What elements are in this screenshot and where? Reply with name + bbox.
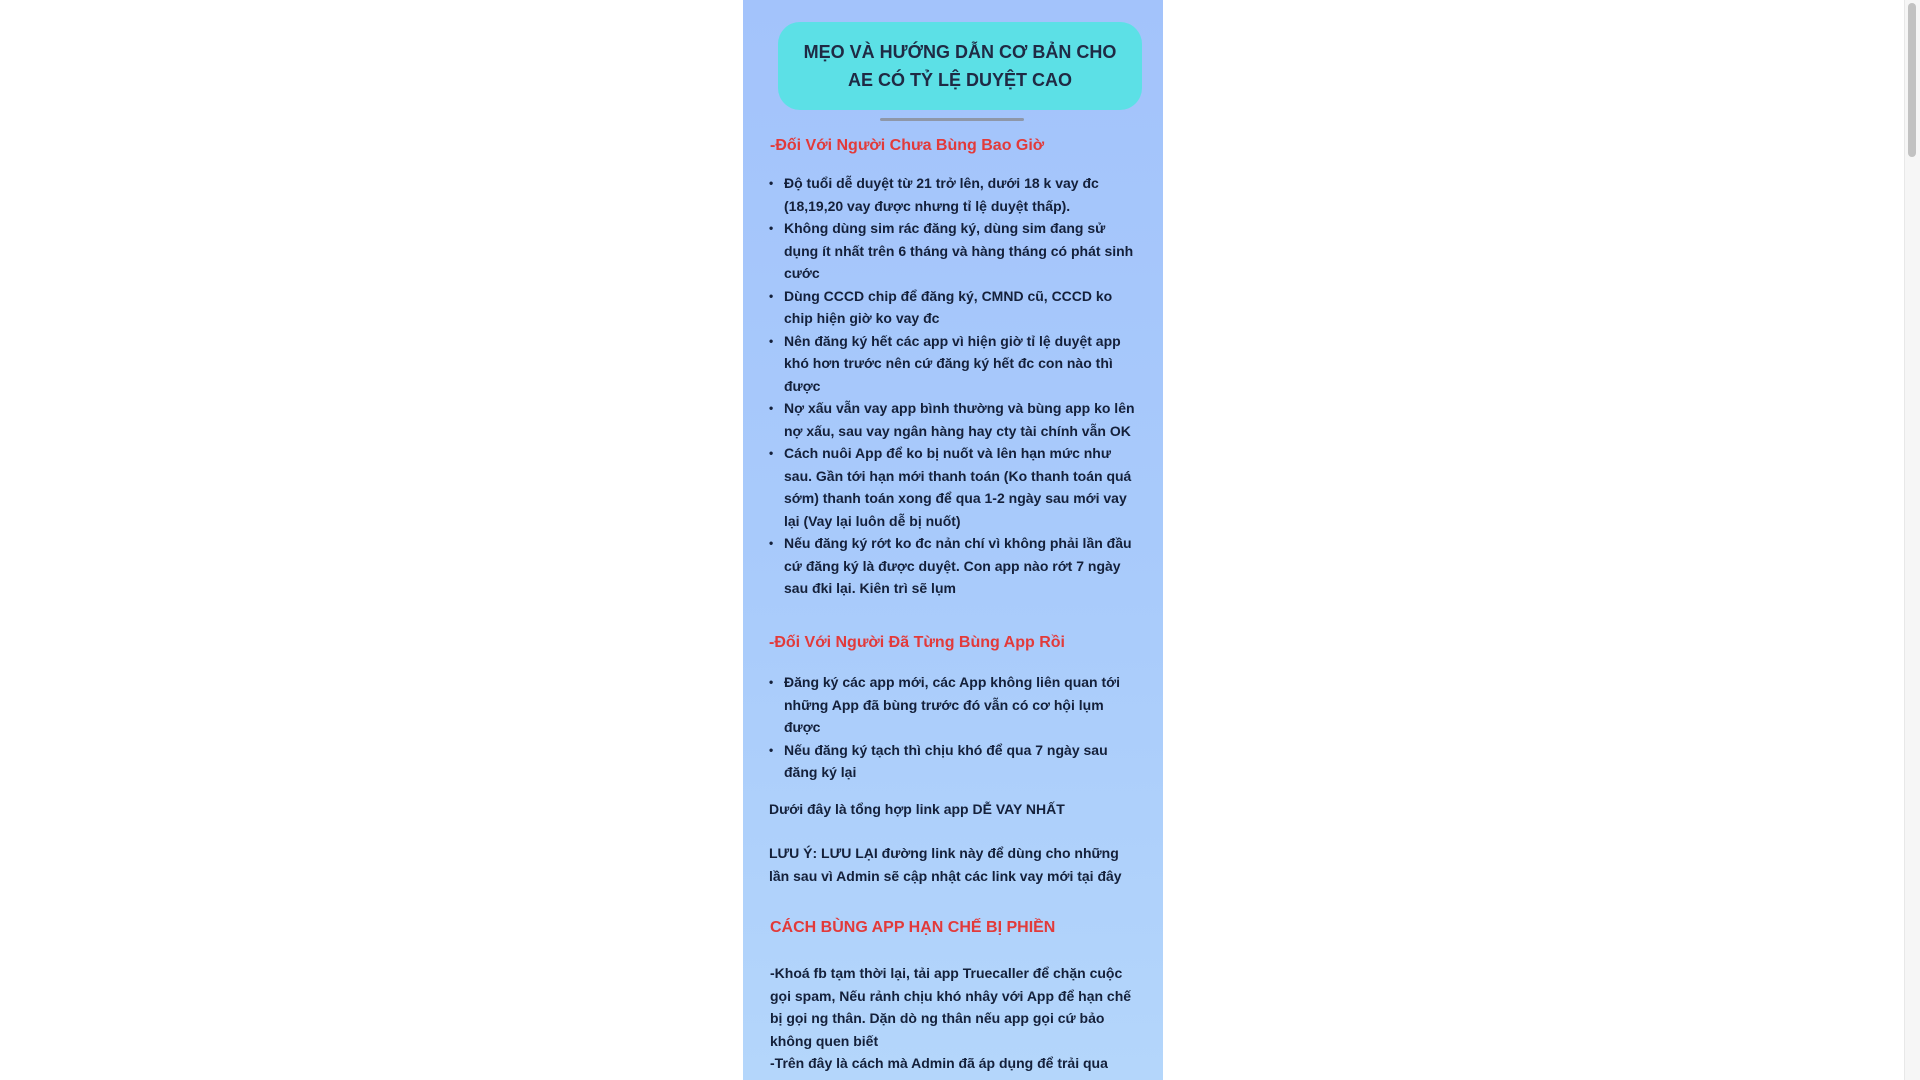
list-item: • Cách nuôi App để ko bị nuốt và lên hạn mức như sau. Gần tới hạn mới thanh toán (Ko thanh toán quá sớm) thanh toán xong để qua 1-2 ngày sau mới vay lại (Vay lại luôn dễ bị nuốt): [769, 442, 1141, 532]
scrollbar-thumb[interactable]: [1908, 3, 1916, 157]
tips-list-never-defaulted: [769, 172, 1141, 600]
tips-list-already-defaulted: [769, 671, 1141, 784]
title-banner: [778, 22, 1142, 110]
title-divider: [880, 118, 1024, 121]
bullet-icon: •: [769, 446, 774, 460]
list-item: • Nếu đăng ký tạch thì chịu khó để qua 7 ngày sau đăng ký lại: [769, 739, 1141, 784]
page-scrollbar[interactable]: [1904, 0, 1920, 1080]
bullet-icon: •: [769, 176, 774, 190]
list-item: • Độ tuổi dễ duyệt từ 21 trở lên, dưới 18 k vay đc (18,19,20 vay được nhưng tỉ lệ duyệt thấp).: [769, 172, 1141, 217]
bullet-icon: •: [769, 742, 774, 757]
list-item: • Dùng CCCD chip để đăng ký, CMND cũ, CCCD ko chip hiện giờ ko vay đc: [769, 285, 1141, 330]
bullet-icon: •: [769, 536, 774, 550]
section-heading-how-to: CÁCH BÙNG APP HẠN CHẾ BỊ PHIỀN: [770, 919, 1056, 936]
list-item: • Nếu đăng ký rớt ko đc nản chí vì không phải lần đầu cứ đăng ký là được duyệt. Con app nào rớt 7 ngày sau đki lại. Kiên trì sẽ lụm: [769, 532, 1141, 600]
how-to-paragraph-2: -Trên đây là cách mà Admin đã áp dụng để trải qua: [770, 1055, 1108, 1071]
content-column: [743, 0, 1163, 1080]
page-title: MẸO VÀ HƯỚNG DẪN CƠ BẢN CHO AE CÓ TỶ LỆ DUYỆT CAO: [803, 42, 1117, 90]
bullet-icon: •: [769, 288, 774, 303]
section-heading-never-defaulted: -Đối Với Người Chưa Bùng Bao Giờ: [770, 137, 1045, 154]
warning-note: LƯU Ý: LƯU LẠI đường link này để dùng cho những lần sau vì Admin sẽ cập nhật các link vay mới tại đây: [769, 845, 1122, 884]
list-item: • Đăng ký các app mới, các App không liên quan tới những App đã bùng trước đó vẫn có cơ hội lụm được: [769, 671, 1141, 739]
summary-note: Dưới đây là tổng hợp link app DỄ VAY NHẤT: [769, 801, 1065, 817]
bullet-icon: •: [769, 401, 774, 415]
bullet-icon: •: [769, 675, 774, 689]
list-item: • Nợ xấu vẫn vay app bình thường và bùng app ko lên nợ xấu, sau vay ngân hàng hay cty tài chính vẫn OK: [769, 397, 1141, 442]
section-heading-already-defaulted: -Đối Với Người Đã Từng Bùng App Rồi: [769, 634, 1065, 651]
bullet-icon: •: [769, 221, 774, 235]
how-to-paragraph-1: -Khoá fb tạm thời lại, tải app Truecaller để chặn cuộc gọi spam, Nếu rảnh chịu khó nhây với App để hạn chế bị gọi ng thân. Dặn dò ng thân nếu app gọi cứ bảo không quen biết: [770, 965, 1132, 1049]
list-item: • Không dùng sim rác đăng ký, dùng sim đang sử dụng ít nhất trên 6 tháng và hàng tháng có phát sinh cước: [769, 217, 1141, 285]
bullet-icon: •: [769, 333, 774, 348]
list-item: • Nên đăng ký hết các app vì hiện giờ tỉ lệ duyệt app khó hơn trước nên cứ đăng ký hết đc con nào thì được: [769, 330, 1141, 398]
